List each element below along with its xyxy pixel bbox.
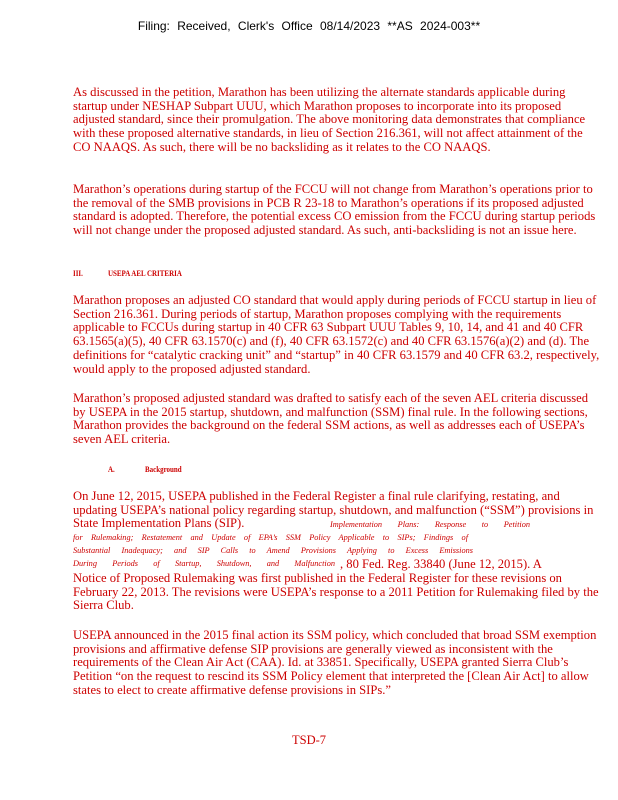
paragraph-sip-intro: On June 12, 2015, USEPA published in the Federal Register a final rule clarifying, restating, and updating USEPA’s national policy regarding startup, shutdown, and malfunction (“SSM”) provisions in State Implementation Plans (SIP). xyxy=(73,489,594,531)
paragraph-monitoring: As discussed in the petition, Marathon has been utilizing the alternate standards applicable during startup under NESHAP Subpart UUU, which Marathon proposes to incorporate into its proposed adjusted standard, since their promulgation. The above monitoring data demonstrates that compliance with these proposed alternative standards, in lieu of Section 216.361, will not affect attainment of the CO NAAQS. As such, there will be no backsliding as it relates to the CO NAAQS. xyxy=(73,85,586,154)
subsection-letter: A. xyxy=(108,464,115,474)
federal-register-reference: , 80 Fed. Reg. 33840 (June 12, 2015). A xyxy=(340,557,542,571)
subsection-title: Background xyxy=(145,464,182,474)
paragraph-proposed-rulemaking: Notice of Proposed Rulemaking was first published in the Federal Register for these revisions on February 22, 2013. The revisions were USEPA’s response to a 2011 Petition for Rulemaking filed by the Sierra Club. xyxy=(73,571,599,613)
citation-title-line3: Substantial Inadequacy; and SIP Calls to Amend Provisions Applying to Excess Emissions xyxy=(73,546,473,555)
paragraph-operations: Marathon’s operations during startup of the FCCU will not change from Marathon’s operations prior to the removal of the SMB provisions in PCB R 23-18 to Marathon’s operations if its proposed adjusted standard is adopted. Therefore, the potential excess CO emission from the FCCU during startup periods will not change under the proposed adjusted standard. As such, anti-backsliding is not an issue here. xyxy=(73,182,596,238)
citation-title-line2: for Rulemaking; Restatement and Update of EPA’s SSM Policy Applicable to SIPs; Findings of xyxy=(73,533,468,542)
citation-title-line1: Implementation Plans: Response to Petition xyxy=(330,520,530,529)
paragraph-criteria: Marathon’s proposed adjusted standard was drafted to satisfy each of the seven AEL criteria discussed by USEPA in the 2015 startup, shutdown, and malfunction (SSM) final rule. In the following sections, Marathon provides the background on the federal SSM actions, as well as addresses each of USEPA’s seven AEL criteria. xyxy=(73,391,589,447)
filing-stamp: Filing: Received, Clerk's Office 08/14/2023 **AS 2024-003** xyxy=(137,19,481,33)
section-number: III. xyxy=(73,268,83,278)
page-number: TSD-7 xyxy=(291,733,327,747)
citation-title-line4: During Periods of Startup, Shutdown, and Malfunction xyxy=(73,559,335,568)
section-title: USEPA AEL CRITERIA xyxy=(108,268,182,278)
paragraph-ssm-policy: USEPA announced in the 2015 final action its SSM policy, which concluded that broad SSM exemption provisions and affirmative defense SIP provisions are generally viewed as inconsistent with the requirements of the Clean Air Act (CAA). Id. at 33851. Specifically, USEPA granted Sierra Club’s Petition “on the request to rescind its SSM Policy element that interpreted the [Clean Air Act] to allow states to elect to create affirmative defense provisions in SIPs.” xyxy=(73,628,597,697)
paragraph-proposal: Marathon proposes an adjusted CO standard that would apply during periods of FCCU startup in lieu of Section 216.361. During periods of startup, Marathon proposes complying with the requirements applicable to FCCUs during startup in 40 CFR 63 Subpart UUU Tables 9, 10, 14, and 41 and 40 CFR 63.1565(a)(5), 40 CFR 63.1570(c) and (f), 40 CFR 63.1572(c) and 40 CFR 63.1576(a)(2) and (d). The definitions for “catalytic cracking unit” and “startup” in 40 CFR 63.1579 and 40 CFR 63.2, respectively, would apply to the proposed adjusted standard. xyxy=(73,293,600,376)
